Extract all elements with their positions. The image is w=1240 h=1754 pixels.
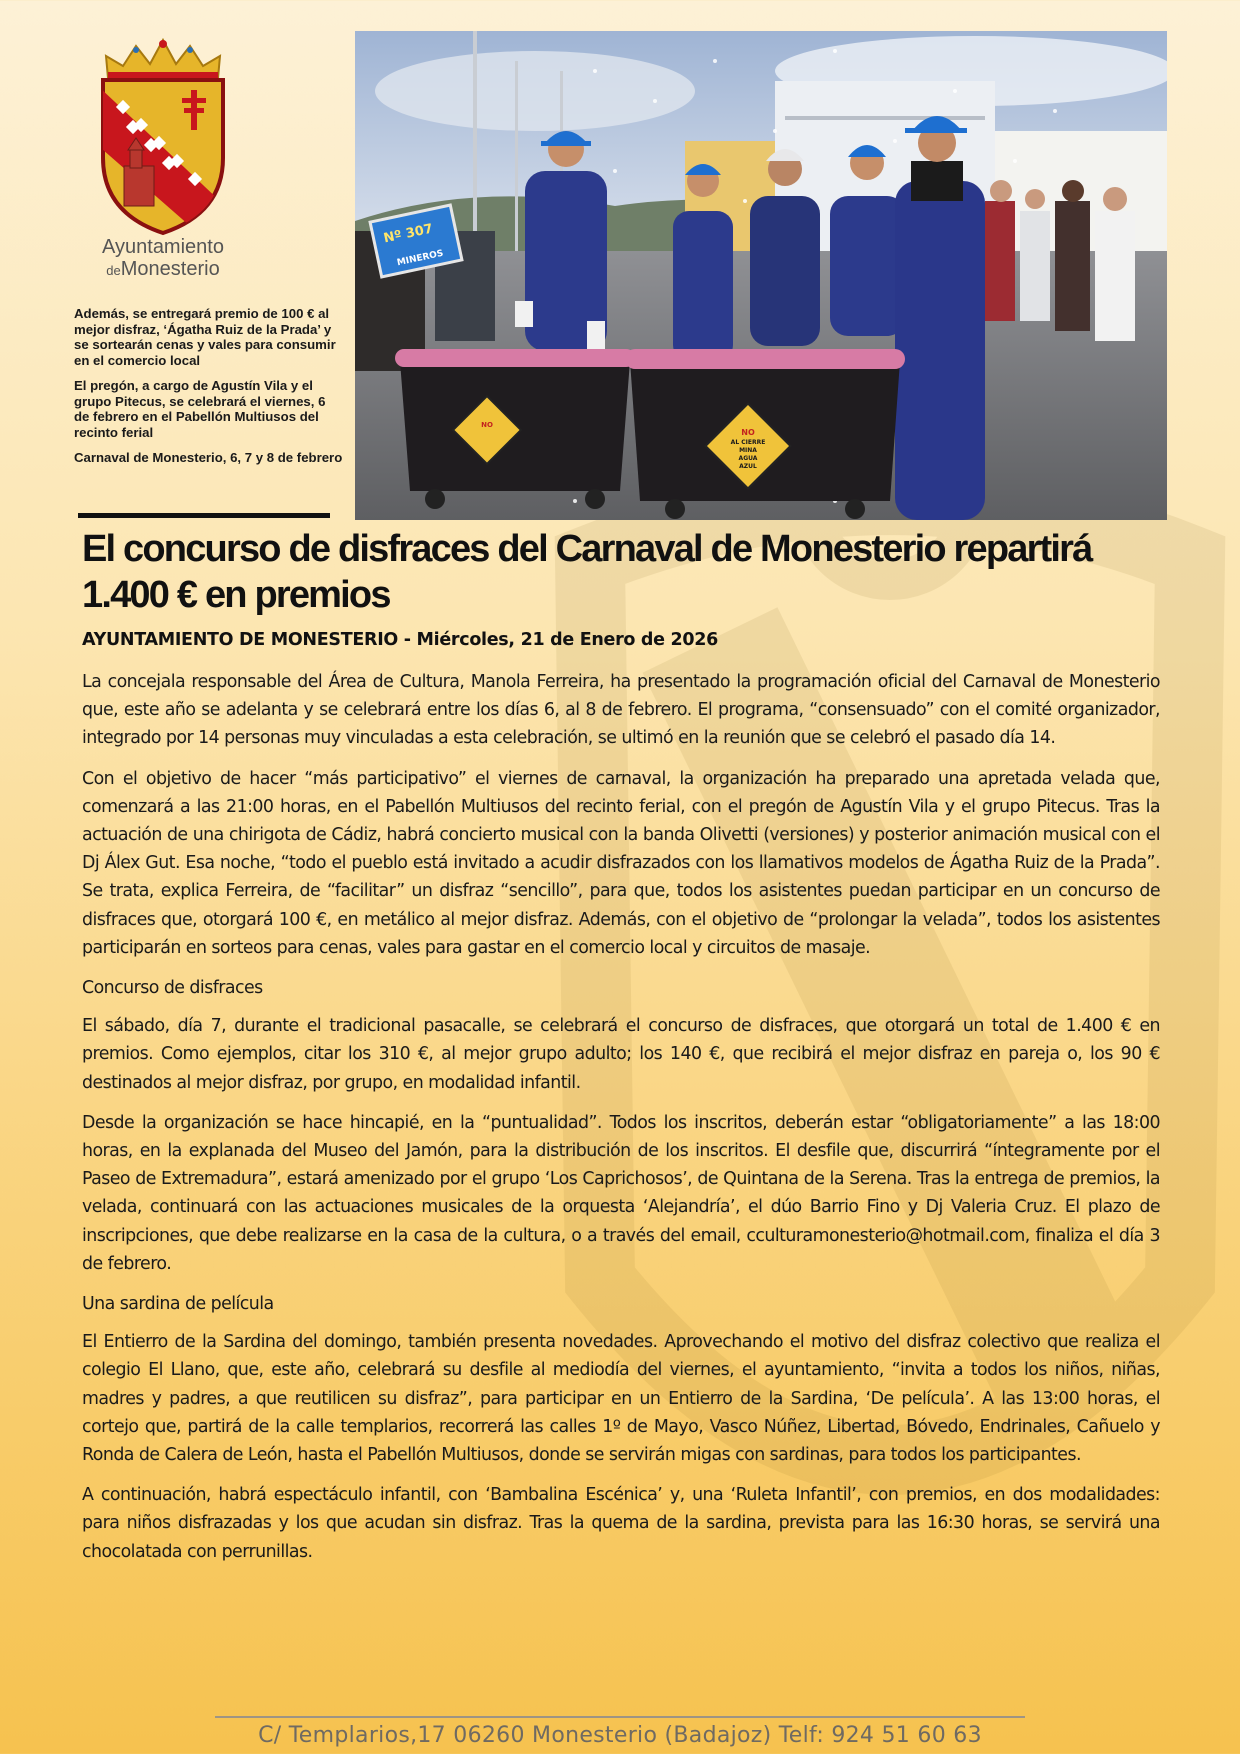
bin-label-mina: MINA <box>739 447 757 454</box>
summary-item: Además, se entregará premio de 100 € al mejor disfraz, ‘Ágatha Ruiz de la Prada’ y se sortearán cenas y vales para consumir en el comercio local <box>74 306 336 368</box>
carnival-miners-photo <box>355 31 1167 520</box>
byline-date: - Miércoles, 21 de Enero de 2026 <box>397 630 719 650</box>
bin-label-azul: AZUL <box>739 463 757 470</box>
logo-monesterio: Monesterio <box>120 258 220 280</box>
paragraph: El Entierro de la Sardina del domingo, también presenta novedades. Aprovechando el motivo del disfraz colectivo que realiza el colegio El Llano, que, este año, celebrará su desfile al mediodía del viernes, el ayuntamiento, “invita a todos los niños, niñas, madres y padres, a que reutilicen su disfraz”, para participar en un Entierro de la Sardina, ‘De película’. A las 13:00 horas, el cortejo que, partirá de la calle templarios, recorrerá las calles 1º de Mayo, Vasco Núñez, Libertad, Bóvedo, Endrinales, Cañuelo y Ronda de Calera de León, hasta el Pabellón Multiusos, donde se servirán migas con sardinas, para todos los participantes. <box>82 1332 1160 1466</box>
subheading: Concurso de disfraces <box>82 978 263 999</box>
footer-address: C/ Templarios,17 06260 Monesterio (Badajoz) Telf: 924 51 60 63 <box>258 1723 982 1748</box>
bin-label-no-2: NO <box>741 428 755 437</box>
article-summary <box>74 306 344 476</box>
bin-label-no: NO <box>481 421 493 429</box>
subheading: Una sardina de película <box>82 1294 274 1315</box>
article-headline: El concurso de disfraces del Carnaval de Monesterio repartirá 1.400 € en premios <box>82 528 1092 616</box>
monesterio-coat-of-arms <box>88 38 238 238</box>
bin-label-cierre: AL CIERRE <box>730 439 766 446</box>
footer-divider <box>215 1716 1025 1718</box>
summary-item: Carnaval de Monesterio, 6, 7 y 8 de febrero <box>74 450 343 465</box>
summary-divider <box>78 513 330 518</box>
ayuntamiento-logo-text <box>70 236 256 282</box>
paragraph: La concejala responsable del Área de Cultura, Manola Ferreira, ha presentado la programación oficial del Carnaval de Monesterio que, este año se adelanta y se celebrará entre los días 6, al 8 de febrero. El programa, “consensuado” con el comité organizador, integrado por 14 personas muy vinculadas a esta celebración, se ultimó en la reunión que se celebró el pasado día 14. <box>82 672 1160 749</box>
logo-line-1: Ayuntamiento <box>102 236 224 258</box>
paragraph: El sábado, día 7, durante el tradicional pasacalle, se celebrará el concurso de disfraces, que otorgará un total de 1.400 € en premios. Como ejemplos, citar los 310 €, al mejor grupo adulto; los 140 €, que recibirá el mejor disfraz en pareja o, los 90 € destinados al mejor disfraz, por grupo, en modalidad infantil. <box>82 1016 1160 1093</box>
sign-word: MINEROS <box>396 248 445 269</box>
logo-de: de <box>106 263 121 278</box>
paragraph: Desde la organización se hace hincapié, en la “puntualidad”. Todos los inscritos, deberán estar “obligatoriamente” a las 18:00 horas, en la explanada del Museo del Jamón, para la distribución de los inscritos. El desfile que, discurrirá “íntegramente por el Paseo de Extremadura”, estará amenizado por el grupo ‘Los Caprichosos’, de Quintana de la Serena. Tras la entrega de premios, la velada, continuará con las actuaciones musicales de la orquesta ‘Alejandría’, el dúo Barrio Fino y Dj Valeria Cruz. El plazo de inscripciones, que debe realizarse en la casa de la cultura, o a través del email, cculturamonesterio@hotmail.com, finaliza el día 3 de febrero. <box>82 1112 1160 1274</box>
byline-source: AYUNTAMIENTO DE MONESTERIO <box>82 630 398 650</box>
article-body <box>82 668 1160 1578</box>
paragraph: Con el objetivo de hacer “más participativo” el viernes de carnaval, la organización ha preparado una apretada velada que, comenzará a las 21:00 horas, en el Pabellón Multiusos del recinto ferial, con el pregón de Agustín Vila y el grupo Pitecus. Tras la actuación de una chirigota de Cádiz, habrá concierto musical con la banda Olivetti (versiones) y posterior animación musical con el Dj Álex Gut. Esa noche, “todo el pueblo está invitado a acudir disfrazados con los llamativos modelos de Ágatha Ruiz de la Prada”. Se trata, explica Ferreira, de “facilitar” un disfraz “sencillo”, para que, todos los asistentes puedan participar en un concurso de disfraces que, otorgará 100 €, en metálico al mejor disfraz. Además, con el objetivo de “prolongar la velada”, todos los asistentes participarán en sorteos para cenas, vales para gastar en el comercio local y circuitos de masaje. <box>82 768 1160 958</box>
logo-line-2 <box>70 258 256 282</box>
sign-number: Nº 307 <box>382 221 435 247</box>
summary-item: El pregón, a cargo de Agustín Vila y el grupo Pitecus, se celebrará el viernes, 6 de febrero en el Pabellón Multiusos del recinto ferial <box>74 378 326 440</box>
bin-label-agua: AGUA <box>738 455 758 462</box>
paragraph: A continuación, habrá espectáculo infantil, con ‘Bambalina Escénica’ y, una ‘Ruleta Infantil’, con premios, en dos modalidades: para niños disfrazadas y los que acudan sin disfraz. Tras la quema de la sardina, prevista para las 16:30 horas, se servirá una chocolatada con perrunillas. <box>82 1485 1160 1562</box>
article-byline <box>82 630 718 650</box>
